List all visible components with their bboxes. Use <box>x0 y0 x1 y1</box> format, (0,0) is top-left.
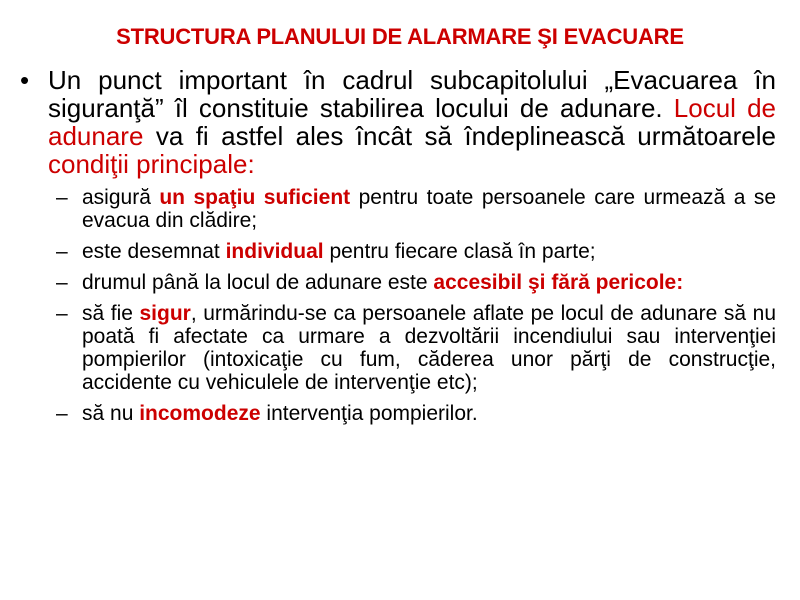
list-item-text-c: , urmărindu-se ca persoanele aflate pe locul de adunare să nu poată fi afectate ca urmare a dezvoltării incendiului sau intervenţiei pompierilor (intoxicaţie cu fum, căderea unor părţi de construcţie, accidente cu vehiculele de intervenţie etc); <box>82 302 777 394</box>
list-item-text <box>82 186 776 232</box>
list-item-text <box>82 271 776 294</box>
dash-icon: – <box>56 302 68 325</box>
main-bullet-highlight-2: condiţii principale: <box>48 149 255 179</box>
list-item <box>56 302 776 394</box>
main-bullet <box>20 66 776 178</box>
main-bullet-part-3: va fi astfel ales încât să îndeplinească următoarele <box>143 121 776 151</box>
list-item-text <box>82 302 776 394</box>
list-item <box>56 186 776 232</box>
list-item-text-a: să nu <box>82 402 140 425</box>
conditions-list <box>56 186 776 425</box>
list-item-highlight: individual <box>225 240 324 263</box>
list-item-highlight: accesibil şi fără pericole: <box>433 271 684 294</box>
dash-icon: – <box>56 402 68 425</box>
list-item-text-a: drumul până la locul de adunare este <box>82 271 434 294</box>
list-item-text-a: este desemnat <box>82 240 226 263</box>
list-item-text-c: pentru toate persoanele care urmează a se evacua din clădire; <box>82 186 777 232</box>
bullet-icon: • <box>20 65 30 95</box>
list-item-highlight: incomodeze <box>139 402 261 425</box>
list-item-text-a: să fie <box>82 302 140 325</box>
list-item <box>56 271 776 294</box>
main-bullet-text <box>48 66 776 178</box>
list-item-highlight: sigur <box>139 302 191 325</box>
list-item-highlight: un spaţiu suficient <box>159 186 351 209</box>
page-title: STRUCTURA PLANULUI DE ALARMARE ŞI EVACUARE <box>116 24 684 49</box>
list-item-text <box>82 240 776 263</box>
list-item-text-a: asigură <box>82 186 160 209</box>
list-item-text-c: pentru fiecare clasă în parte; <box>323 240 596 263</box>
list-item <box>56 402 776 425</box>
list-item <box>56 240 776 263</box>
dash-icon: – <box>56 240 68 263</box>
list-item-text <box>82 402 776 425</box>
content-area <box>20 66 776 433</box>
dash-icon: – <box>56 186 68 209</box>
list-item-text-c: intervenţia pompierilor. <box>260 402 478 425</box>
main-bullet-part-1: Un punct important în cadrul subcapitolului „Evacuarea în siguranţă” îl constituie stabilirea locului de adunare. <box>48 65 776 123</box>
main-bullet-highlight-1: Locul de adunare <box>48 93 776 151</box>
dash-icon: – <box>56 271 68 294</box>
